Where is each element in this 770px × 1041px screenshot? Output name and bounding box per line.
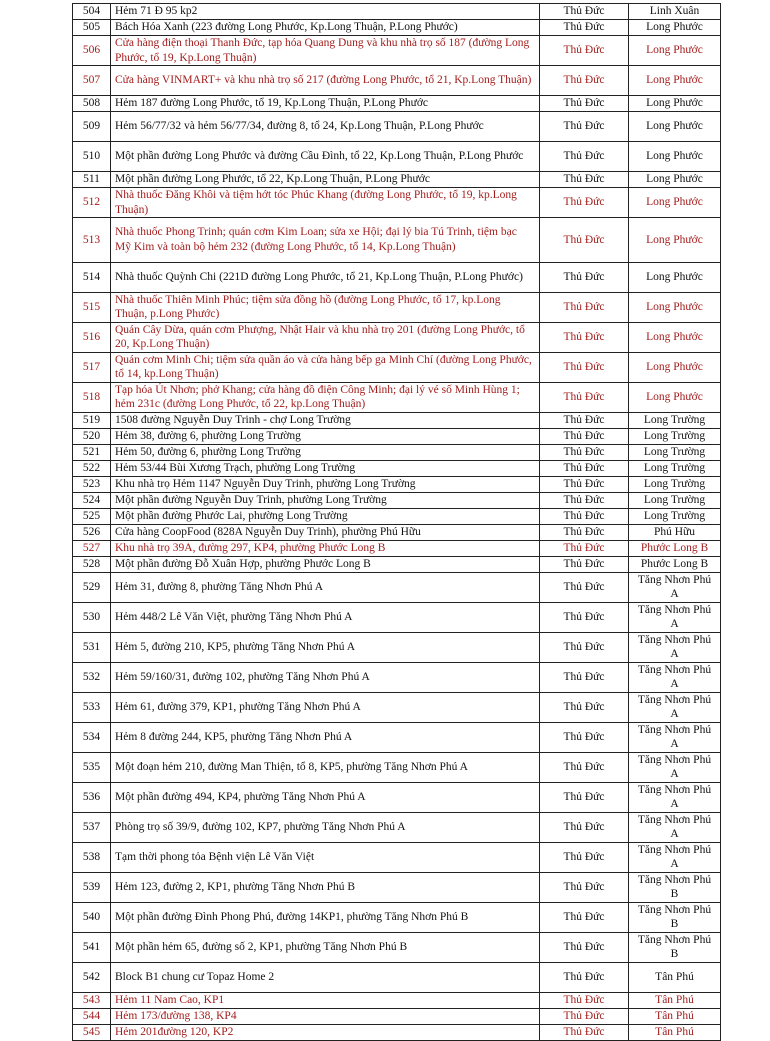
row-number: 512 [73,188,111,218]
table-row [73,932,721,962]
row-number: 509 [73,112,111,142]
district-cell: Thủ Đức [540,508,629,524]
table-row [73,66,721,96]
ward-cell: Tăng Nhơn Phú A [629,722,721,752]
ward-cell: Tân Phú [629,1024,721,1040]
ward-cell: Long Phước [629,172,721,188]
row-number: 543 [73,992,111,1008]
location-cell: Một phần đường Đình Phong Phú, đường 14KP1, phường Tăng Nhơn Phú B [111,902,540,932]
ward-cell: Long Phước [629,382,721,412]
row-number: 540 [73,902,111,932]
row-number: 532 [73,662,111,692]
table-row [73,524,721,540]
district-cell: Thủ Đức [540,382,629,412]
table-row [73,992,721,1008]
district-cell: Thủ Đức [540,752,629,782]
table-row [73,36,721,66]
table-row [73,1024,721,1040]
location-cell: Một phần đường Nguyễn Duy Trinh, phường Long Trường [111,492,540,508]
district-cell: Thủ Đức [540,444,629,460]
row-number: 545 [73,1024,111,1040]
ward-cell: Long Trường [629,412,721,428]
ward-cell: Long Phước [629,142,721,172]
location-cell: Tạm thời phong tỏa Bệnh viện Lê Văn Việt [111,842,540,872]
district-cell: Thủ Đức [540,142,629,172]
ward-cell: Tăng Nhơn Phú A [629,572,721,602]
district-cell: Thủ Đức [540,556,629,572]
table-row [73,322,721,352]
district-cell: Thủ Đức [540,932,629,962]
location-cell: Một phần đường Đỗ Xuân Hợp, phường Phước Long B [111,556,540,572]
district-cell: Thủ Đức [540,602,629,632]
district-cell: Thủ Đức [540,476,629,492]
ward-cell: Long Phước [629,218,721,263]
district-cell: Thủ Đức [540,66,629,96]
location-cell: Cửa hàng điện thoại Thanh Đức, tạp hóa Quang Dung và khu nhà trọ số 187 (đường Long Phước, tổ 19, Kp.Long Thuận) [111,36,540,66]
table-row [73,218,721,263]
row-number: 504 [73,4,111,20]
row-number: 536 [73,782,111,812]
district-cell: Thủ Đức [540,460,629,476]
location-cell: Nhà thuốc Thiên Minh Phúc; tiệm sửa đồng hồ (đường Long Phước, tổ 17, kp.Long Thuận, p.Long Phước) [111,292,540,322]
location-cell: Khu nhà trọ 39A, đường 297, KP4, phường Phước Long B [111,540,540,556]
row-number: 531 [73,632,111,662]
table-row [73,1008,721,1024]
table-row [73,112,721,142]
table-row [73,752,721,782]
district-cell: Thủ Đức [540,292,629,322]
row-number: 541 [73,932,111,962]
row-number: 508 [73,96,111,112]
table-row [73,556,721,572]
location-cell: Một phần đường Long Phước, tổ 22, Kp.Long Thuận, P.Long Phước [111,172,540,188]
table-row [73,412,721,428]
table-row [73,4,721,20]
table-body [73,4,721,1041]
district-cell: Thủ Đức [540,962,629,992]
location-cell: Cửa hàng CoopFood (828A Nguyễn Duy Trinh), phường Phú Hữu [111,524,540,540]
table-row [73,872,721,902]
district-cell: Thủ Đức [540,632,629,662]
row-number: 515 [73,292,111,322]
district-cell: Thủ Đức [540,218,629,263]
ward-cell: Long Trường [629,492,721,508]
table-row [73,476,721,492]
location-cell: Phòng trọ số 39/9, đường 102, KP7, phường Tăng Nhơn Phú A [111,812,540,842]
table-row [73,444,721,460]
location-cell: 1508 đường Nguyễn Duy Trinh - chợ Long Trường [111,412,540,428]
location-cell: Hẻm 187 đường Long Phước, tổ 19, Kp.Long Thuận, P.Long Phước [111,96,540,112]
table-row [73,20,721,36]
row-number: 544 [73,1008,111,1024]
table-row [73,428,721,444]
location-cell: Một phần hẻm 65, đường số 2, KP1, phường Tăng Nhơn Phú B [111,932,540,962]
ward-cell: Long Phước [629,188,721,218]
ward-cell: Tân Phú [629,962,721,992]
ward-cell: Tăng Nhơn Phú A [629,662,721,692]
district-cell: Thủ Đức [540,352,629,382]
row-number: 505 [73,20,111,36]
ward-cell: Long Phước [629,112,721,142]
row-number: 528 [73,556,111,572]
location-cell: Một phần đường Phước Lai, phường Long Trường [111,508,540,524]
ward-cell: Long Phước [629,96,721,112]
table-row [73,292,721,322]
row-number: 535 [73,752,111,782]
location-cell: Một đoạn hẻm 210, đường Man Thiện, tổ 8, KP5, phường Tăng Nhơn Phú A [111,752,540,782]
location-cell: Quán Cây Dừa, quán cơm Phượng, Nhật Hair và khu nhà trọ 201 (đường Long Phước, tổ 20, Kp.Long Thuận) [111,322,540,352]
ward-cell: Long Trường [629,428,721,444]
row-number: 522 [73,460,111,476]
ward-cell: Tăng Nhơn Phú A [629,692,721,722]
row-number: 525 [73,508,111,524]
table-row [73,540,721,556]
ward-cell: Long Trường [629,444,721,460]
location-cell: Hẻm 8 đường 244, KP5, phường Tăng Nhơn Phú A [111,722,540,752]
table-row [73,812,721,842]
row-number: 529 [73,572,111,602]
location-cell: Hẻm 123, đường 2, KP1, phường Tăng Nhơn Phú B [111,872,540,902]
district-cell: Thủ Đức [540,492,629,508]
row-number: 519 [73,412,111,428]
ward-cell: Tân Phú [629,1008,721,1024]
table-row [73,188,721,218]
table-row [73,492,721,508]
row-number: 539 [73,872,111,902]
ward-cell: Tăng Nhơn Phú B [629,872,721,902]
district-cell: Thủ Đức [540,20,629,36]
row-number: 537 [73,812,111,842]
row-number: 518 [73,382,111,412]
location-cell: Hẻm 5, đường 210, KP5, phường Tăng Nhơn Phú A [111,632,540,662]
table-row [73,460,721,476]
ward-cell: Long Trường [629,508,721,524]
ward-cell: Tăng Nhơn Phú A [629,782,721,812]
district-cell: Thủ Đức [540,722,629,752]
district-cell: Thủ Đức [540,262,629,292]
ward-cell: Phước Long B [629,556,721,572]
row-number: 542 [73,962,111,992]
row-number: 533 [73,692,111,722]
district-cell: Thủ Đức [540,842,629,872]
district-cell: Thủ Đức [540,692,629,722]
ward-cell: Long Phước [629,292,721,322]
table-row [73,572,721,602]
location-cell: Hẻm 50, đường 6, phường Long Trường [111,444,540,460]
lockdown-locations-table [72,3,721,1041]
district-cell: Thủ Đức [540,1024,629,1040]
location-cell: Nhà thuốc Phong Trinh; quán cơm Kim Loan; sửa xe Hội; đại lý bia Tú Trinh, tiệm bạc Mỹ Kim và toàn bộ hẻm 232 (đường Long Phước, tổ 14, Kp.Long Thuận) [111,218,540,263]
district-cell: Thủ Đức [540,428,629,444]
row-number: 513 [73,218,111,263]
ward-cell: Tăng Nhơn Phú A [629,632,721,662]
location-cell: Nhà thuốc Quỳnh Chi (221D đường Long Phước, tổ 21, Kp.Long Thuận, P.Long Phước) [111,262,540,292]
district-cell: Thủ Đức [540,4,629,20]
table-row [73,722,721,752]
row-number: 514 [73,262,111,292]
location-cell: Hẻm 56/77/32 và hẻm 56/77/34, đường 8, tổ 24, Kp.Long Thuận, P.Long Phước [111,112,540,142]
table-row [73,602,721,632]
location-cell: Quán cơm Minh Chi; tiệm sửa quần áo và cửa hàng bếp ga Minh Chí (đường Long Phước, tổ 14, kp.Long Thuận) [111,352,540,382]
table-row [73,508,721,524]
table-row [73,662,721,692]
ward-cell: Long Trường [629,476,721,492]
district-cell: Thủ Đức [540,572,629,602]
ward-cell: Linh Xuân [629,4,721,20]
row-number: 520 [73,428,111,444]
district-cell: Thủ Đức [540,1008,629,1024]
location-cell: Hẻm 11 Nam Cao, KP1 [111,992,540,1008]
district-cell: Thủ Đức [540,812,629,842]
district-cell: Thủ Đức [540,662,629,692]
district-cell: Thủ Đức [540,188,629,218]
location-cell: Hẻm 59/160/31, đường 102, phường Tăng Nhơn Phú A [111,662,540,692]
ward-cell: Long Trường [629,460,721,476]
row-number: 526 [73,524,111,540]
location-cell: Hẻm 71 Đ 95 kp2 [111,4,540,20]
location-cell: Tạp hóa Út Nhơn; phở Khang; cửa hàng đồ điện Công Minh; đại lý vé số Minh Hùng 1; hẻm 231c (đường Long Phước, tổ 22, kp.Long Thuận) [111,382,540,412]
ward-cell: Phước Long B [629,540,721,556]
location-cell: Nhà thuốc Đăng Khôi và tiệm hớt tóc Phúc Khang (đường Long Phước, tổ 19, kp.Long Thuận) [111,188,540,218]
table-row [73,382,721,412]
ward-cell: Tân Phú [629,992,721,1008]
ward-cell: Long Phước [629,352,721,382]
row-number: 511 [73,172,111,188]
row-number: 527 [73,540,111,556]
row-number: 516 [73,322,111,352]
table-row [73,632,721,662]
table-row [73,782,721,812]
district-cell: Thủ Đức [540,112,629,142]
district-cell: Thủ Đức [540,902,629,932]
district-cell: Thủ Đức [540,36,629,66]
table-row [73,352,721,382]
ward-cell: Long Phước [629,20,721,36]
table-row [73,172,721,188]
location-cell: Hẻm 38, đường 6, phường Long Trường [111,428,540,444]
ward-cell: Tăng Nhơn Phú A [629,602,721,632]
row-number: 521 [73,444,111,460]
district-cell: Thủ Đức [540,992,629,1008]
location-cell: Hẻm 61, đường 379, KP1, phường Tăng Nhơn Phú A [111,692,540,722]
ward-cell: Tăng Nhơn Phú A [629,842,721,872]
table-row [73,142,721,172]
row-number: 524 [73,492,111,508]
district-cell: Thủ Đức [540,172,629,188]
district-cell: Thủ Đức [540,540,629,556]
district-cell: Thủ Đức [540,322,629,352]
row-number: 538 [73,842,111,872]
location-cell: Khu nhà trọ Hẻm 1147 Nguyễn Duy Trinh, phường Long Trường [111,476,540,492]
table-row [73,902,721,932]
location-cell: Hẻm 448/2 Lê Văn Việt, phường Tăng Nhơn Phú A [111,602,540,632]
ward-cell: Tăng Nhơn Phú B [629,902,721,932]
location-cell: Hẻm 201đường 120, KP2 [111,1024,540,1040]
ward-cell: Long Phước [629,36,721,66]
row-number: 530 [73,602,111,632]
ward-cell: Tăng Nhơn Phú B [629,932,721,962]
row-number: 507 [73,66,111,96]
location-cell: Hẻm 53/44 Bùi Xương Trạch, phường Long Trường [111,460,540,476]
row-number: 523 [73,476,111,492]
ward-cell: Tăng Nhơn Phú A [629,752,721,782]
ward-cell: Tăng Nhơn Phú A [629,812,721,842]
row-number: 506 [73,36,111,66]
ward-cell: Long Phước [629,66,721,96]
district-cell: Thủ Đức [540,524,629,540]
location-cell: Cửa hàng VINMART+ và khu nhà trọ số 217 (đường Long Phước, tổ 21, Kp.Long Thuận) [111,66,540,96]
location-cell: Một phần đường 494, KP4, phường Tăng Nhơn Phú A [111,782,540,812]
ward-cell: Long Phước [629,262,721,292]
row-number: 534 [73,722,111,752]
ward-cell: Phú Hữu [629,524,721,540]
location-cell: Hẻm 31, đường 8, phường Tăng Nhơn Phú A [111,572,540,602]
row-number: 517 [73,352,111,382]
location-cell: Block B1 chung cư Topaz Home 2 [111,962,540,992]
row-number: 510 [73,142,111,172]
table-row [73,842,721,872]
table-row [73,96,721,112]
table-row [73,692,721,722]
district-cell: Thủ Đức [540,872,629,902]
district-cell: Thủ Đức [540,782,629,812]
location-cell: Bách Hóa Xanh (223 đường Long Phước, Kp.Long Thuận, P.Long Phước) [111,20,540,36]
location-cell: Hẻm 173/đường 138, KP4 [111,1008,540,1024]
district-cell: Thủ Đức [540,412,629,428]
district-cell: Thủ Đức [540,96,629,112]
table-row [73,262,721,292]
table-row [73,962,721,992]
ward-cell: Long Phước [629,322,721,352]
document-page [72,3,721,1041]
location-cell: Một phần đường Long Phước và đường Cầu Đình, tổ 22, Kp.Long Thuận, P.Long Phước [111,142,540,172]
